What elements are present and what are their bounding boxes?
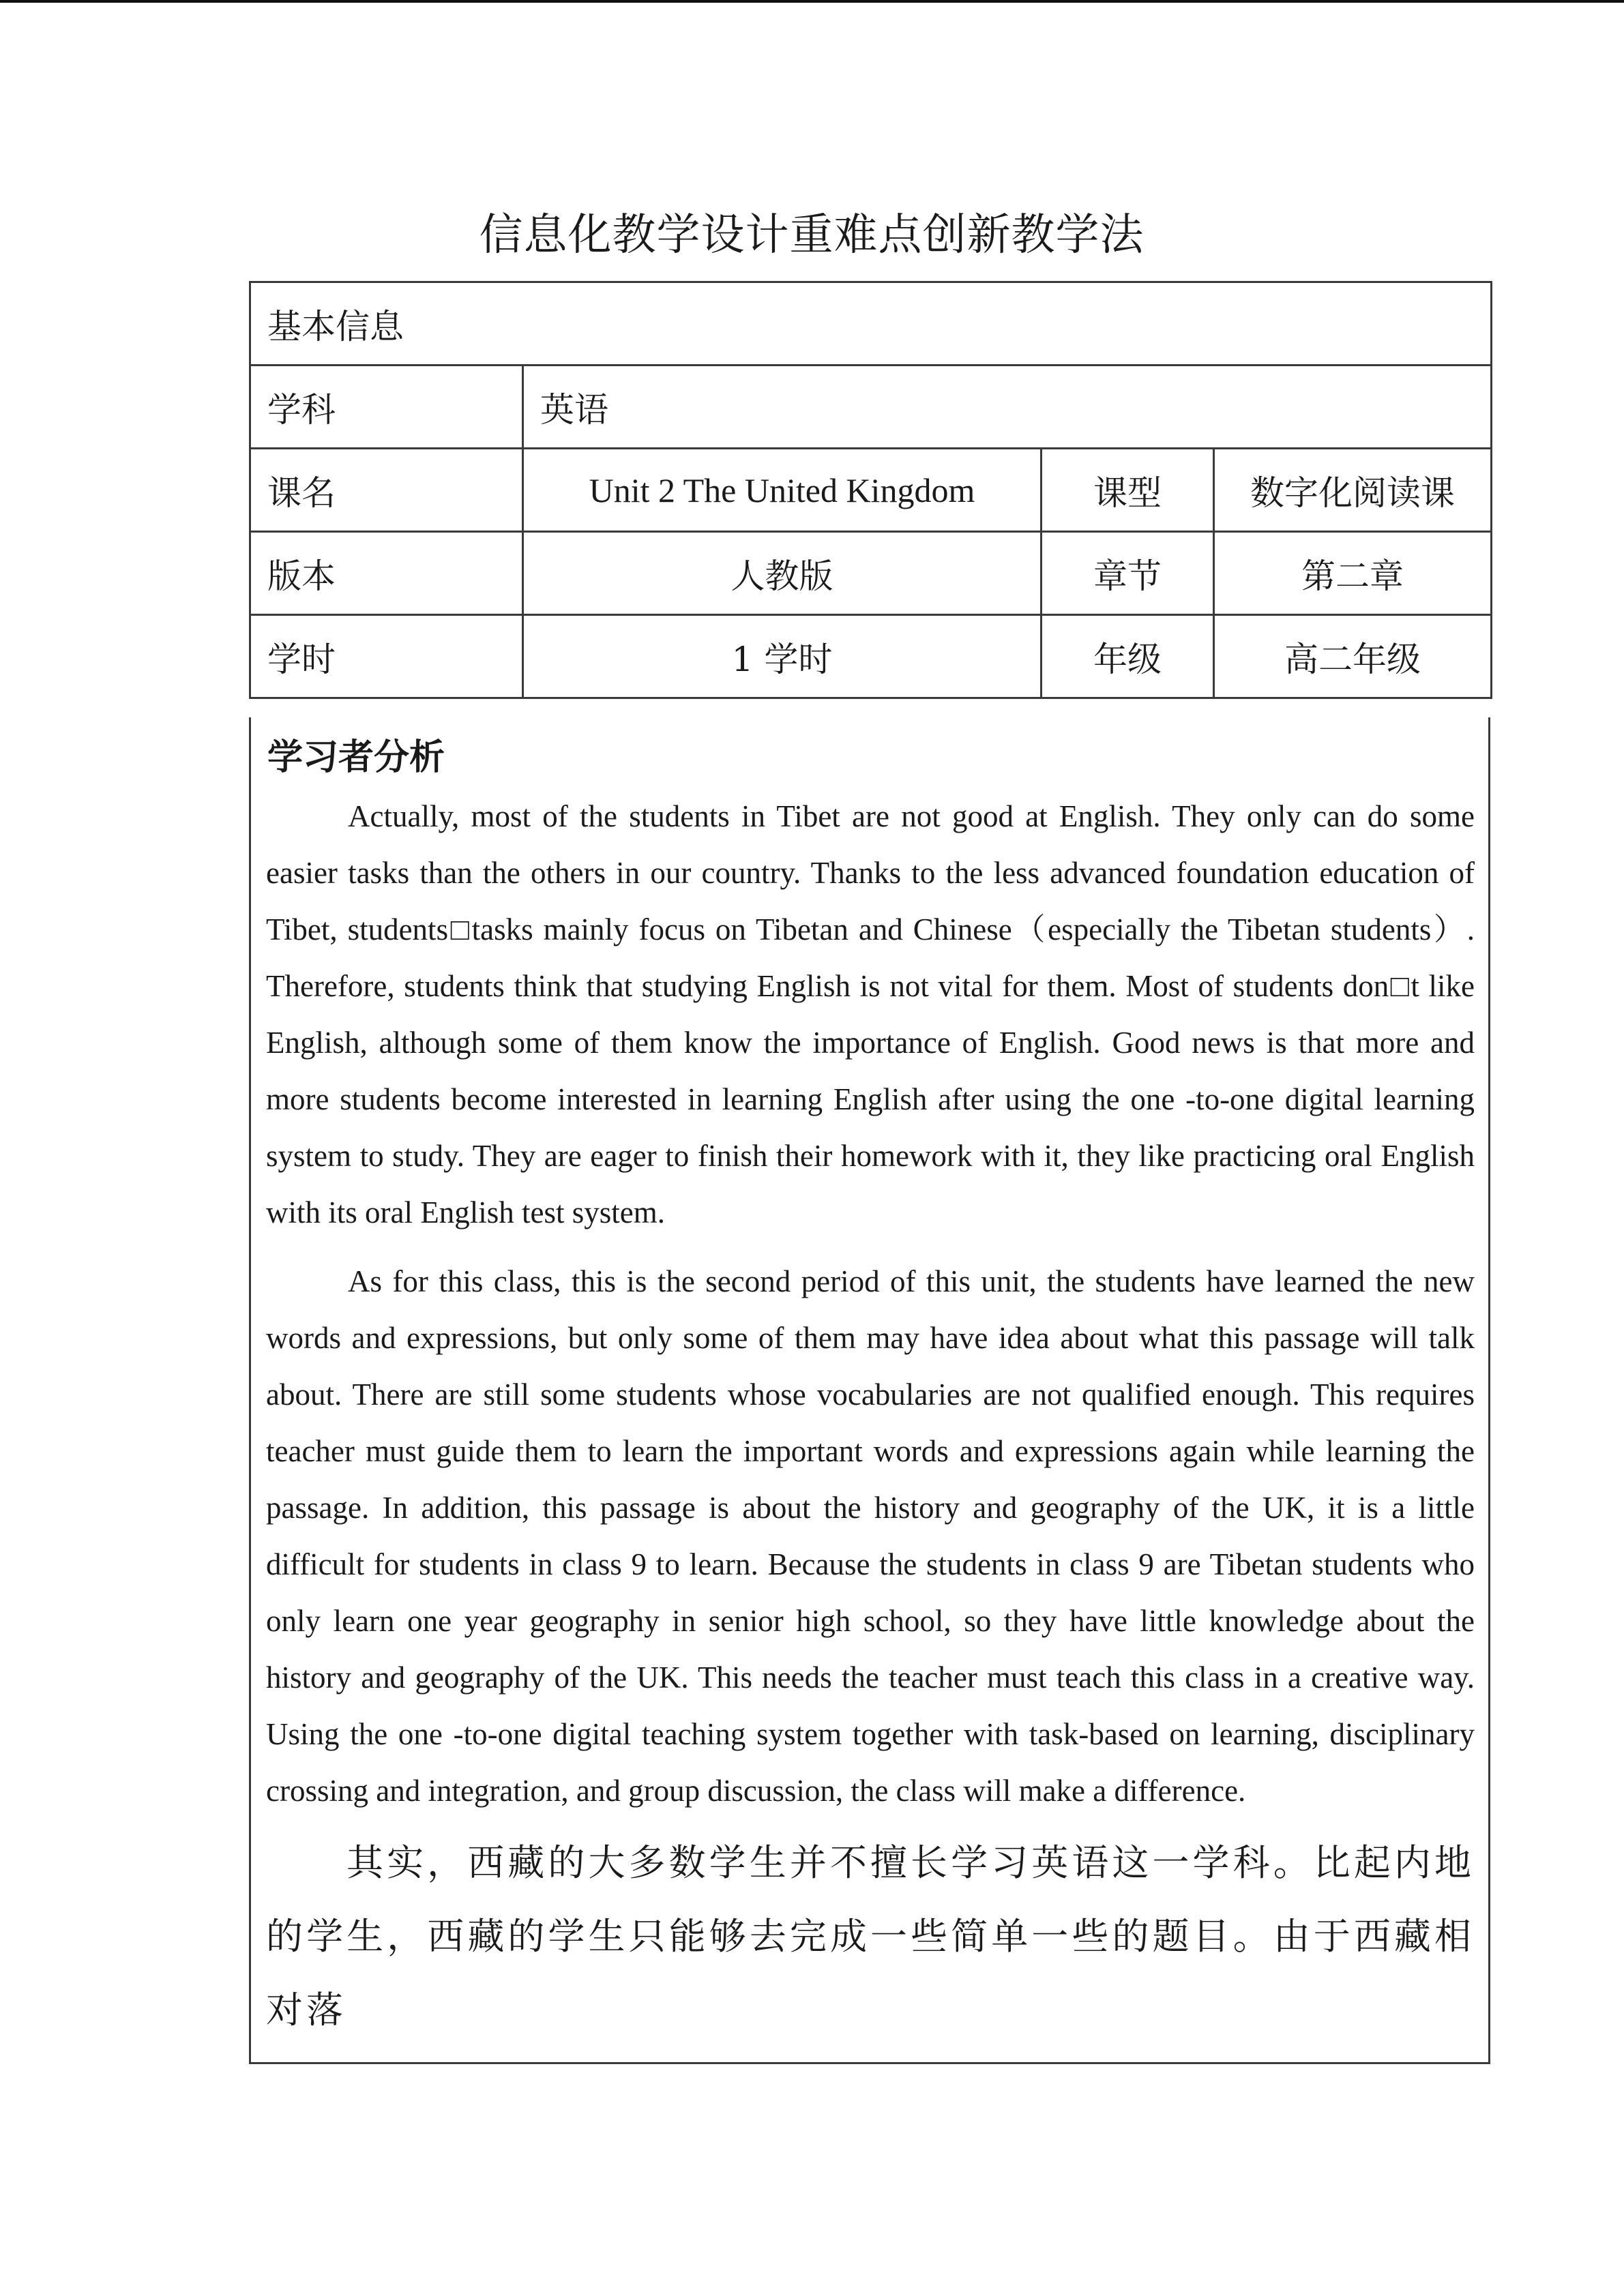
analysis-paragraph-chinese: 其实，西藏的大多数学生并不擅长学习英语这一学科。比起内地的学生，西藏的学生只能够去完成一些简单一些的题目。由于西藏相对落 <box>266 1841 1475 2031</box>
page-top-border <box>0 0 1624 3</box>
learner-analysis-heading: 学习者分析 <box>267 737 445 778</box>
table-row <box>250 282 1492 366</box>
learner-analysis-section <box>249 717 1490 2064</box>
class-hours-value: 1 学时 <box>523 615 1042 698</box>
class-hours-label: 学时 <box>250 615 523 698</box>
analysis-paragraph-1: Actually, most of the students in Tibet are not good at English. They only can do some easier tasks than the others in our country. Thanks to the less advanced foundation education of Tibet, students□tasks mainly focus on Tibetan and Chinese（especially the Tibetan students）. Therefore, students think that studying English is not vital for them. Most of students don□t like English, although some of them know the importance of English. Good news is that more and more students become interested in learning English after using the one -to-one digital learning system to study. They are eager to finish their homework with it, they like practicing oral English with its oral English test system. <box>266 799 1475 1229</box>
table-row <box>250 449 1492 532</box>
lesson-label: 课名 <box>250 449 523 532</box>
basic-info-header: 基本信息 <box>250 282 1492 366</box>
lesson-type-value: 数字化阅读课 <box>1214 449 1492 532</box>
chapter-label: 章节 <box>1042 532 1214 615</box>
table-row <box>250 615 1492 698</box>
analysis-paragraph-2: As for this class, this is the second period of this unit, the students have learned the new words and expressions, but only some of them may have idea about what this passage will talk about. There are still some students whose vocabularies are not qualified enough. This requires teacher must guide them to learn the important words and expressions again while learning the passage. In addition, this passage is about the history and geography of the UK, it is a little difficult for students in class 9 to learn. Because the students in class 9 are Tibetan students who only learn one year geography in senior high school, so they have little knowledge about the history and geography of the UK. This needs the teacher must teach this class in a creative way. Using the one -to-one digital teaching system together with task-based on learning, disciplinary crossing and integration, and group discussion, the class will make a difference. <box>266 1264 1475 1808</box>
edition-label: 版本 <box>250 532 523 615</box>
table-row <box>250 532 1492 615</box>
subject-label: 学科 <box>250 366 523 449</box>
document-title: 信息化教学设计重难点创新教学法 <box>479 210 1145 260</box>
lesson-type-label: 课型 <box>1042 449 1214 532</box>
lesson-value: Unit 2 The United Kingdom <box>523 449 1042 532</box>
edition-value: 人教版 <box>523 532 1042 615</box>
grade-value: 高二年级 <box>1214 615 1492 698</box>
subject-value: 英语 <box>523 366 1492 449</box>
table-row <box>250 366 1492 449</box>
chapter-value: 第二章 <box>1214 532 1492 615</box>
basic-info-table <box>249 281 1492 699</box>
grade-label: 年级 <box>1042 615 1214 698</box>
